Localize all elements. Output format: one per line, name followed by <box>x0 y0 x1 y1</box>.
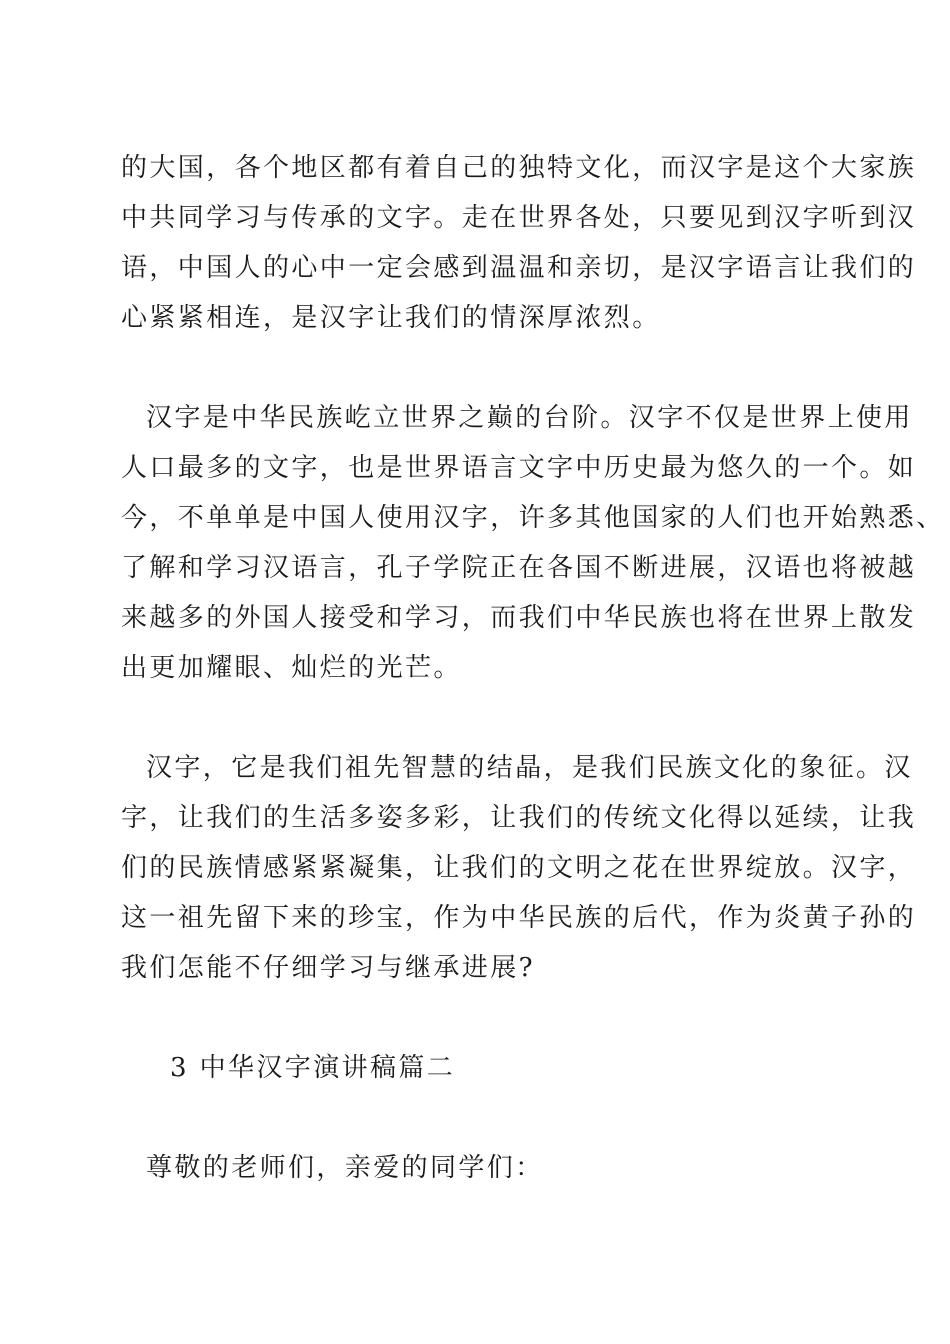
paragraph-line: 字，让我们的生活多姿多彩，让我们的传统文化得以延续，让我 <box>121 803 917 833</box>
paragraph-line: 这一祖先留下来的珍宝，作为中华民族的后代，作为炎黄子孙的 <box>121 903 917 933</box>
paragraph-line: 语，中国人的心中一定会感到温温和亲切，是汉字语言让我们的 <box>121 253 917 283</box>
paragraph-line: 了解和学习汉语言，孔子学院正在各国不断进展，汉语也将被越 <box>121 553 917 583</box>
paragraph-line: 们的民族情感紧紧凝集，让我们的文明之花在世界绽放。汉字， <box>121 853 917 883</box>
paragraph-line: 来越多的外国人接受和学习，而我们中华民族也将在世界上散发 <box>121 603 917 633</box>
paragraph-line: 我们怎能不仔细学习与继承进展? <box>121 953 535 983</box>
paragraph-line: 心紧紧相连，是汉字让我们的情深厚浓烈。 <box>121 303 661 333</box>
paragraph-line: 出更加耀眼、灿烂的光芒。 <box>121 653 462 683</box>
paragraph-line: 今，不单单是中国人使用汉字，许多其他国家的人们也开始熟悉、 <box>121 503 945 533</box>
paragraph-line: 人口最多的文字，也是世界语言文字中历史最为悠久的一个。如 <box>121 453 917 483</box>
paragraph-line: 汉字是中华民族屹立世界之巅的台阶。汉字不仅是世界上使用 <box>146 403 913 433</box>
paragraph-line: 汉字，它是我们祖先智慧的结晶，是我们民族文化的象征。汉 <box>146 753 913 783</box>
paragraph-line: 的大国，各个地区都有着自己的独特文化，而汉字是这个大家族 <box>121 153 917 183</box>
greeting: 尊敬的老师们，亲爱的同学们： <box>146 1153 544 1183</box>
paragraph-line: 中共同学习与传承的文字。走在世界各处，只要见到汉字听到汉 <box>121 203 917 233</box>
section-heading: 3 中华汉字演讲稿篇二 <box>170 1053 456 1083</box>
